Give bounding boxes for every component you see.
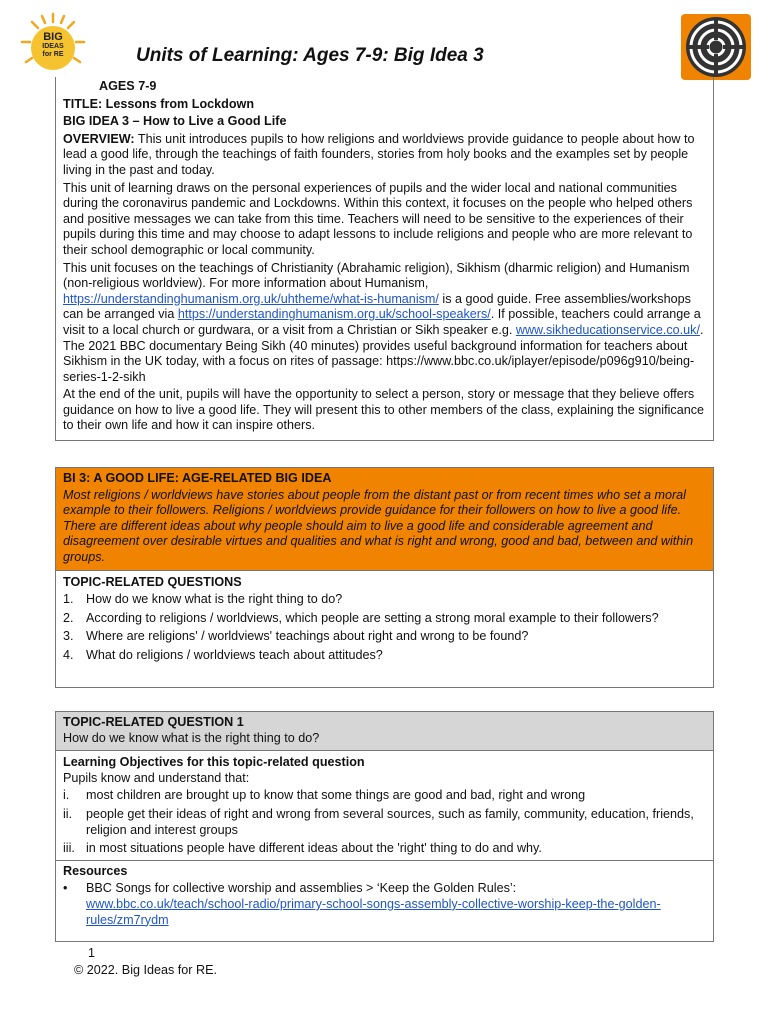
list-item-text: in most situations people have different ideas about the 'right' thing to do and why. <box>86 841 542 856</box>
resources-heading: Resources <box>63 863 128 878</box>
logo-text-forre: for RE <box>42 51 64 58</box>
list-marker: 2. <box>63 610 74 625</box>
unit-title: TITLE: Lessons from Lockdown <box>63 96 255 111</box>
focus-text-d: . The 2021 BBC documentary Being Sikh (40 minutes) provides useful background information for teachers about Sikhism in the UK today, with a focus on rites of passage: https://www.bbc.co.uk/iplayer/episode/p096g910/being-series-1-2-sikh <box>63 322 704 384</box>
learning-objectives-intro: Pupils know and understand that: <box>63 770 250 785</box>
sikh-education-link[interactable]: www.sikheducationservice.co.uk/ <box>515 322 700 337</box>
golden-rules-link[interactable]: www.bbc.co.uk/teach/school-radio/primary-school-songs-assembly-collective-worship-keep-the-golden-rules/zm7rydm <box>86 896 661 927</box>
section-divider <box>56 860 713 861</box>
big-idea-text: Most religions / worldviews have stories about people from the distant past or from recent times who set a moral example to their followers. Religions / worldviews provide guidance for their followers on how to live a good life. There are different ideas about why people should aim to live a good life and considerable agreement and disagreement over desirable virtues and qualities and what is right and wrong, good and bad, between and within groups. <box>63 487 694 564</box>
list-marker: 1. <box>63 592 74 607</box>
topic-questions-list <box>63 592 706 663</box>
focus-text-c: . If possible, teachers could arrange a visit to a local church or gurdwara, or a visit from a Christian or Sikh speaker e.g. <box>63 307 701 337</box>
topic-questions-heading: TOPIC-RELATED QUESTIONS <box>63 574 242 589</box>
list-item-text: How do we know what is the right thing to do? <box>86 592 343 607</box>
topic-question-1-text: How do we know what is the right thing to do? <box>63 730 320 745</box>
logo-text-big: BIG <box>43 31 63 43</box>
list-item <box>63 611 706 627</box>
copyright-notice: © 2022. Big Ideas for RE. <box>74 963 217 977</box>
list-item <box>63 648 706 664</box>
good-life-emblem-icon <box>681 14 751 80</box>
focus-paragraph <box>63 261 706 386</box>
logo-text-ideas: IDEAS <box>42 43 64 50</box>
resources-list <box>63 881 706 928</box>
big-idea-banner <box>56 468 713 571</box>
bullet-icon: • <box>63 881 68 896</box>
topic-questions-section <box>56 571 713 664</box>
context-paragraph: This unit of learning draws on the personal experiences of pupils and the wider local and national communities during the coronavirus pandemic and Lockdowns. Within this context, it focuses on the people who helped others and positive messages we can take from this time. Teachers will need to be sensitive to the experiences of their pupils during this time and may choose to adapt lessons to include religions and people who are more relevant to their school demographic or local community. <box>63 180 693 257</box>
page-title: Units of Learning: Ages 7-9: Big Idea 3 <box>136 45 484 66</box>
list-item <box>63 841 706 857</box>
big-idea-title: BIG IDEA 3 – How to Live a Good Life <box>63 114 287 129</box>
humanism-link[interactable]: https://understandinghumanism.org.uk/uhtheme/what-is-humanism/ <box>63 291 439 306</box>
big-idea-box <box>55 467 714 688</box>
list-item <box>63 788 706 804</box>
topic-question-1-heading: TOPIC-RELATED QUESTION 1 <box>63 715 244 729</box>
list-marker: i. <box>63 788 70 803</box>
learning-objectives-list <box>63 788 706 856</box>
focus-text-b: is a good guide. Free assemblies/workshops can be arranged via <box>63 291 691 322</box>
resource-text: BBC Songs for collective worship and assemblies > ‘Keep the Golden Rules’: <box>86 881 517 896</box>
list-item <box>63 592 706 608</box>
big-idea-heading: BI 3: A GOOD LIFE: AGE-RELATED BIG IDEA <box>63 471 332 485</box>
list-item <box>63 881 706 928</box>
list-item <box>63 807 706 838</box>
overview-text: This unit introduces pupils to how religions and worldviews provide guidance to people about how to lead a good life, through the teachings of faith founders, stories from holy books and the examples set by people living in the past and today. <box>63 131 695 177</box>
list-marker: 4. <box>63 647 74 662</box>
list-item-text: people get their ideas of right and wrong from several sources, such as family, community, education, friends, religion and interest groups <box>86 806 694 837</box>
list-marker: iii. <box>63 841 75 856</box>
learning-objectives-heading: Learning Objectives for this topic-related question <box>63 755 365 770</box>
list-item-text: According to religions / worldviews, which people are setting a strong moral example to their followers? <box>86 610 659 625</box>
overview-label: OVERVIEW: <box>63 131 135 146</box>
topic-question-1-banner <box>56 712 713 751</box>
list-item-text: Where are religions' / worldviews' teachings about right and wrong to be found? <box>86 629 529 644</box>
list-item-text: most children are brought up to know that some things are good and bad, right and wrong <box>86 788 586 803</box>
ages-label: AGES 7-9 <box>99 79 157 93</box>
big-ideas-logo <box>18 12 88 78</box>
unit-overview-box <box>55 77 714 441</box>
list-item-text: What do religions / worldviews teach about attitudes? <box>86 647 383 662</box>
page-number: 1 <box>88 946 96 960</box>
overview-paragraph <box>63 132 706 179</box>
list-marker: ii. <box>63 806 73 821</box>
list-item <box>63 629 706 645</box>
list-marker: 3. <box>63 629 74 644</box>
end-of-unit-paragraph: At the end of the unit, pupils will have the opportunity to select a person, story or message that they believe offers guidance on how to live a good life. They will present this to other members of the class, explaining the significance to their own life and how it can inspire others. <box>63 387 705 433</box>
school-speakers-link[interactable]: https://understandinghumanism.org.uk/school-speakers/ <box>177 307 491 322</box>
learning-objectives-section <box>56 751 713 928</box>
topic-question-1-box <box>55 711 714 942</box>
focus-text-a: This unit focuses on the teachings of Christianity (Abrahamic religion), Sikhism (dharmic religion) and Humanism (non-religious worldview). For more information about Humanism, <box>63 260 690 291</box>
